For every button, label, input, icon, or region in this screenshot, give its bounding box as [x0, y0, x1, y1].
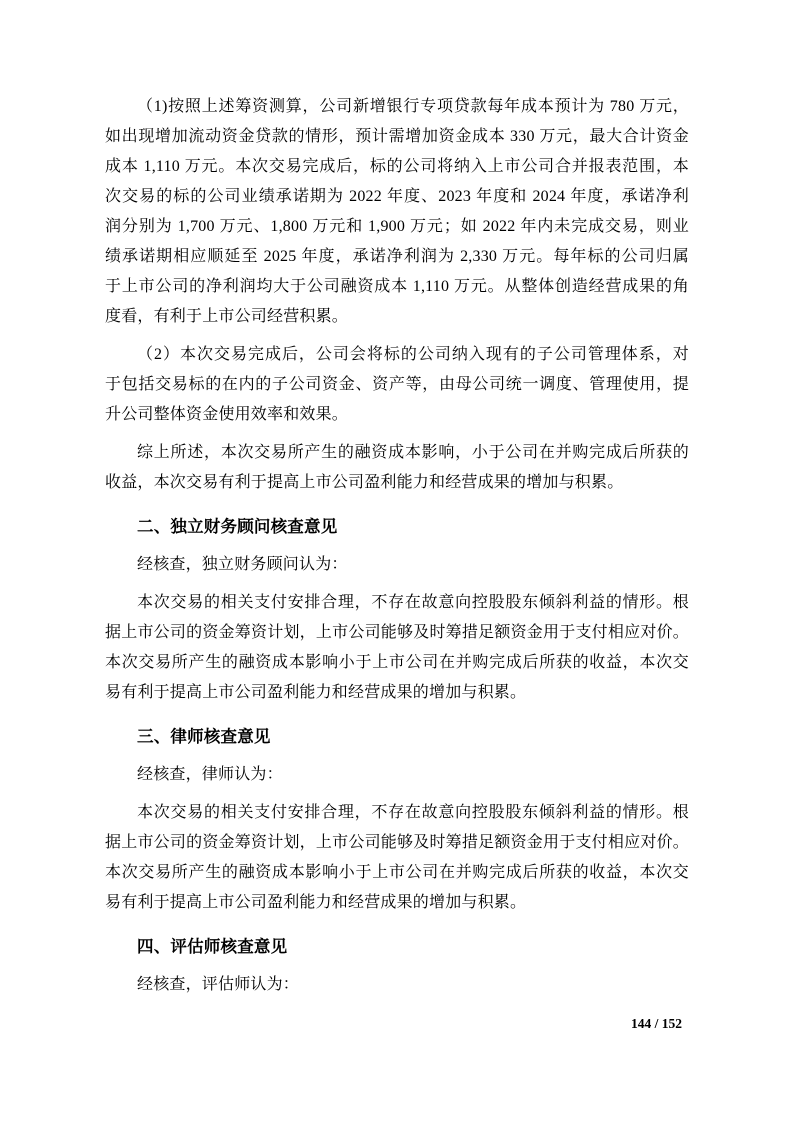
text-line: 经核查，评估师认为：: [137, 976, 300, 993]
text-line: 本次交易的相关支付安排合理，不存在故意向控股股东倾斜利益的情形。根: [137, 804, 689, 821]
text-line: 易有利于提高上市公司盈利能力和经营成果的增加与积累。: [105, 684, 527, 701]
para-lawyer-intro: [105, 760, 689, 790]
para-lawyer-opinion: [105, 798, 689, 918]
text-line: 本次交易所产生的融资成本影响小于上市公司在并购完成后所获的收益，本次交: [105, 864, 689, 881]
text-line: 二、独立财务顾问核查意见: [137, 517, 338, 536]
text-line: 于上市公司的净利润均大于公司融资成本 1,110 万元。从整体创造经营成果的角: [105, 278, 689, 295]
text-line: 润分别为 1,700 万元、1,800 万元和 1,900 万元；如 2022 年内未完成交易，则业: [105, 218, 689, 235]
para-financial-advisor-opinion: [105, 588, 689, 708]
text-line: 综上所述，本次交易所产生的融资成本影响，小于公司在并购完成后所获的: [137, 444, 689, 461]
para-summary-conclusion: [105, 438, 689, 498]
heading-appraiser-opinion: [105, 932, 689, 962]
text-line: 经核查，律师认为：: [137, 766, 283, 783]
text-line: 本次交易所产生的融资成本影响小于上市公司在并购完成后所获的收益，本次交: [105, 654, 689, 671]
text-line: 成本 1,110 万元。本次交易完成后，标的公司将纳入上市公司合并报表范围，本: [105, 158, 689, 175]
text-line: （1)按照上述筹资测算，公司新增银行专项贷款每年成本预计为 780 万元，: [137, 98, 689, 115]
text-line: 升公司整体资金使用效率和效果。: [105, 406, 349, 423]
text-line: 于包括交易标的在内的子公司资金、资产等，由母公司统一调度、管理使用，提: [105, 376, 689, 393]
page-number: 144 / 152: [630, 1016, 682, 1031]
para-financial-advisor-intro: [105, 550, 689, 580]
text-line: 四、评估师核查意见: [137, 937, 288, 956]
text-line: 本次交易的相关支付安排合理，不存在故意向控股股东倾斜利益的情形。根: [137, 594, 689, 611]
text-line: 绩承诺期相应顺延至 2025 年度，承诺净利润为 2,330 万元。每年标的公司归属: [105, 248, 689, 265]
text-line: 度看，有利于上市公司经营积累。: [105, 308, 349, 325]
text-line: 收益，本次交易有利于提高上市公司盈利能力和经营成果的增加与积累。: [105, 474, 624, 491]
text-line: 经核查，独立财务顾问认为：: [137, 556, 348, 573]
text-line: 次交易的标的公司业绩承诺期为 2022 年度、2023 年度和 2024 年度，承诺净利: [105, 188, 689, 205]
text-line: 易有利于提高上市公司盈利能力和经营成果的增加与积累。: [105, 894, 527, 911]
para-subsidiary-management: [105, 340, 689, 430]
text-line: （2）本次交易完成后，公司会将标的公司纳入现有的子公司管理体系，对: [137, 346, 689, 363]
para-appraiser-intro: [105, 970, 689, 1000]
para-financing-cost-analysis: [105, 92, 689, 332]
text-line: 如出现增加流动资金贷款的情形，预计需增加资金成本 330 万元，最大合计资金: [105, 128, 689, 145]
heading-financial-advisor-opinion: [105, 512, 689, 542]
text-line: 据上市公司的资金筹资计划，上市公司能够及时筹措足额资金用于支付相应对价。: [105, 624, 689, 641]
text-line: 三、律师核查意见: [137, 727, 271, 746]
text-line: 据上市公司的资金筹资计划，上市公司能够及时筹措足额资金用于支付相应对价。: [105, 834, 689, 851]
heading-lawyer-opinion: [105, 722, 689, 752]
document-content: [105, 92, 689, 1008]
